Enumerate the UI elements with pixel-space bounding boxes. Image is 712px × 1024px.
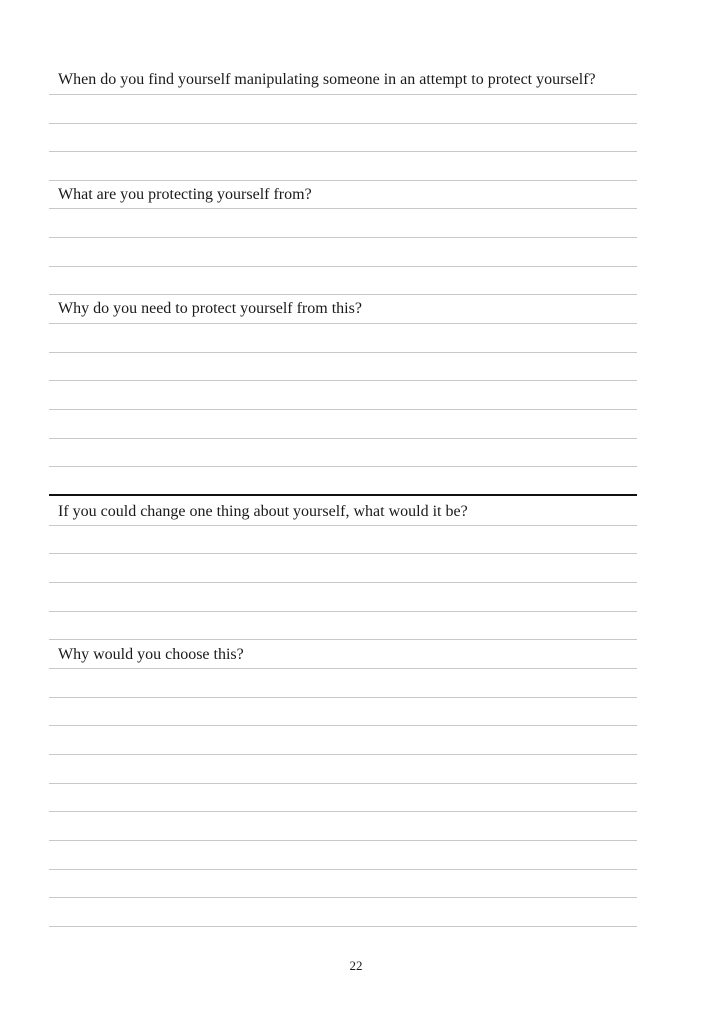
writing-line: [49, 897, 637, 898]
writing-line: [49, 466, 637, 467]
writing-line: [49, 697, 637, 698]
writing-line: [49, 180, 637, 181]
writing-line: [49, 380, 637, 381]
writing-line: [49, 869, 637, 870]
writing-line: [49, 438, 637, 439]
writing-line: [49, 323, 637, 324]
writing-line: [49, 639, 637, 640]
writing-line: [49, 840, 637, 841]
question-2: What are you protecting yourself from?: [58, 186, 312, 203]
writing-line: [49, 811, 637, 812]
writing-line: [49, 352, 637, 353]
writing-line: [49, 151, 637, 152]
writing-line: [49, 208, 637, 209]
page-number: 22: [349, 958, 363, 973]
question-1: When do you find yourself manipulating someone in an attempt to protect yourself?: [58, 71, 596, 88]
writing-line: [49, 294, 637, 295]
writing-line: [49, 237, 637, 238]
writing-line: [49, 926, 637, 927]
writing-line: [49, 553, 637, 554]
writing-line: [49, 754, 637, 755]
section-divider: [49, 494, 637, 496]
writing-line: [49, 668, 637, 669]
question-4: If you could change one thing about yourself, what would it be?: [58, 503, 468, 520]
writing-line: [49, 123, 637, 124]
question-5: Why would you choose this?: [58, 646, 244, 663]
writing-line: [49, 94, 637, 95]
writing-line: [49, 783, 637, 784]
writing-line: [49, 409, 637, 410]
writing-line: [49, 725, 637, 726]
writing-line: [49, 582, 637, 583]
writing-line: [49, 525, 637, 526]
question-3: Why do you need to protect yourself from this?: [58, 300, 362, 317]
writing-line: [49, 266, 637, 267]
writing-line: [49, 611, 637, 612]
